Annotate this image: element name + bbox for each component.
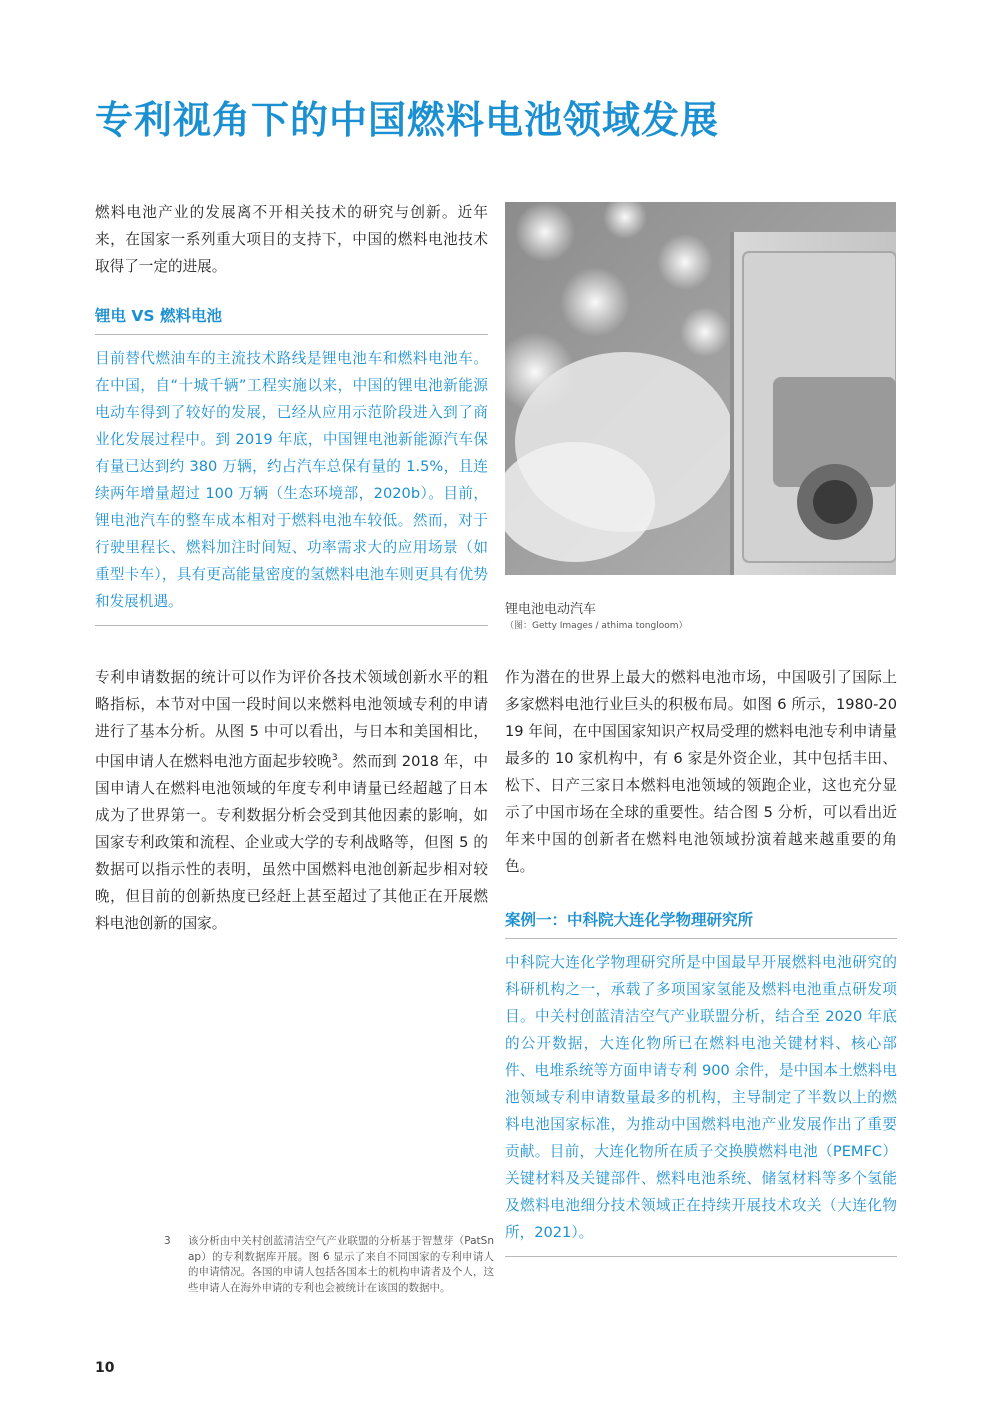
intro-paragraph: 燃料电池产业的发展离不开相关技术的研究与创新。近年来，在国家一系列重大项目的支持下，中国的燃料电池技术取得了一定的进展。 <box>95 204 488 275</box>
footnote <box>164 1234 494 1296</box>
photo-credit: （图：Getty Images / athima tongloom） <box>505 621 688 631</box>
footnote-reference[interactable]: 3 <box>331 753 338 763</box>
patent-text-part2: 。然而到 2018 年，中国申请人在燃料电池领域的年度专利申请量已经超越了日本成为了世界第一。专利数据分析会受到其他因素的影响，如国家专利政策和流程、企业或大学的专利战略等，但图 5 的数据可以指示性的表明，虽然中国燃料电池创新起步相对较晚，但目前的创新热度已经赶上甚至超过了其他正在开展燃料电池创新的国家。 <box>95 752 488 932</box>
case-study-body: 中科院大连化学物理研究所是中国最早开展燃料电池研究的科研机构之一，承载了多项国家氢能及燃料电池重点研发项目。中关村创蓝清洁空气产业联盟分析，结合至 2020 年底的公开数据，大连化物所已在燃料电池关键材料、核心部件、电堆系统等方面申请专利 900 余件，是中国本土燃料电池领域专利申请数量最多的机构，主导制定了半数以上的燃料电池国家标准，为推动中国燃料电池产业发展作出了重要贡献。目前，大连化物所在质子交换膜燃料电池（PEMFC）关键材料及关键部件、燃料电池系统、储氢材料等多个氢能及燃料电池细分技术领域正在持续开展技术攻关（大连化物所，2021）。 <box>505 954 897 1241</box>
market-paragraph: 作为潜在的世界上最大的燃料电池市场，中国吸引了国际上多家燃料电池行业巨头的积极布局。如图 6 所示，1980-2019 年间，在中国国家知识产权局受理的燃料电池专利申请量最多的 10 家机构中，有 6 家是外资企业，其中包括丰田、松下、日产三家日本燃料电池领域的领跑企业，这也充分显示了中国市场在全球的重要性。结合图 5 分析，可以看出近年来中国的创新者在燃料电池领域扮演着越来越重要的角色。 <box>505 669 897 875</box>
patent-text-part1: 专利申请数据的统计可以作为评价各技术领域创新水平的粗略指标，本节对中国一段时间以来燃料电池领域专利的申请进行了基本分析。从图 5 中可以看出，与日本和美国相比，中国申请人在燃料电池方面起步较晚 <box>95 669 488 770</box>
case-study-divider <box>505 1256 897 1257</box>
footnote-number: 3 <box>164 1235 171 1247</box>
page-title: 专利视角下的中国燃料电池领域发展 <box>95 98 720 142</box>
patent-analysis-block <box>95 664 488 937</box>
photo-illustration <box>505 202 896 575</box>
electric-car-photo <box>505 202 896 575</box>
market-block <box>505 664 897 880</box>
section-divider <box>95 625 488 626</box>
section-heading-lithium: 锂电 VS 燃料电池 <box>95 304 488 335</box>
lithium-vs-fuelcell-section <box>95 304 488 626</box>
footnote-text: 该分析由中关村创蓝清洁空气产业联盟的分析基于智慧芽（PatSnap）的专利数据库开展。图 6 显示了来自不同国家的专利申请人的申请情况。各国的申请人包括各国本土的机构申请者及个人，这些申请人在海外申请的专利也会被统计在该国的数据中。 <box>188 1235 494 1294</box>
photo-caption: 锂电池电动汽车 <box>505 602 597 617</box>
lithium-section-body: 目前替代燃油车的主流技术路线是锂电池车和燃料电池车。在中国，自“十城千辆”工程实施以来，中国的锂电池新能源电动车得到了较好的发展，已经从应用示范阶段进入到了商业化发展过程中。到 2019 年底，中国锂电池新能源汽车保有量已达到约 380 万辆，约占汽车总保有量的 1.5%，且连续两年增量超过 100 万辆（生态环境部，2020b）。目前，锂电池汽车的整车成本相对于燃料电池车较低。然而，对于行驶里程长、燃料加注时间短、功率需求大的应用场景（如重型卡车），具有更高能量密度的氢燃料电池车则更具有优势和发展机遇。 <box>95 350 488 610</box>
intro-block <box>95 199 488 280</box>
case-study-heading: 案例一：中科院大连化学物理研究所 <box>505 908 897 939</box>
page-number: 10 <box>95 1360 115 1376</box>
case-study-section <box>505 908 897 1257</box>
patent-analysis-paragraph <box>95 664 488 937</box>
